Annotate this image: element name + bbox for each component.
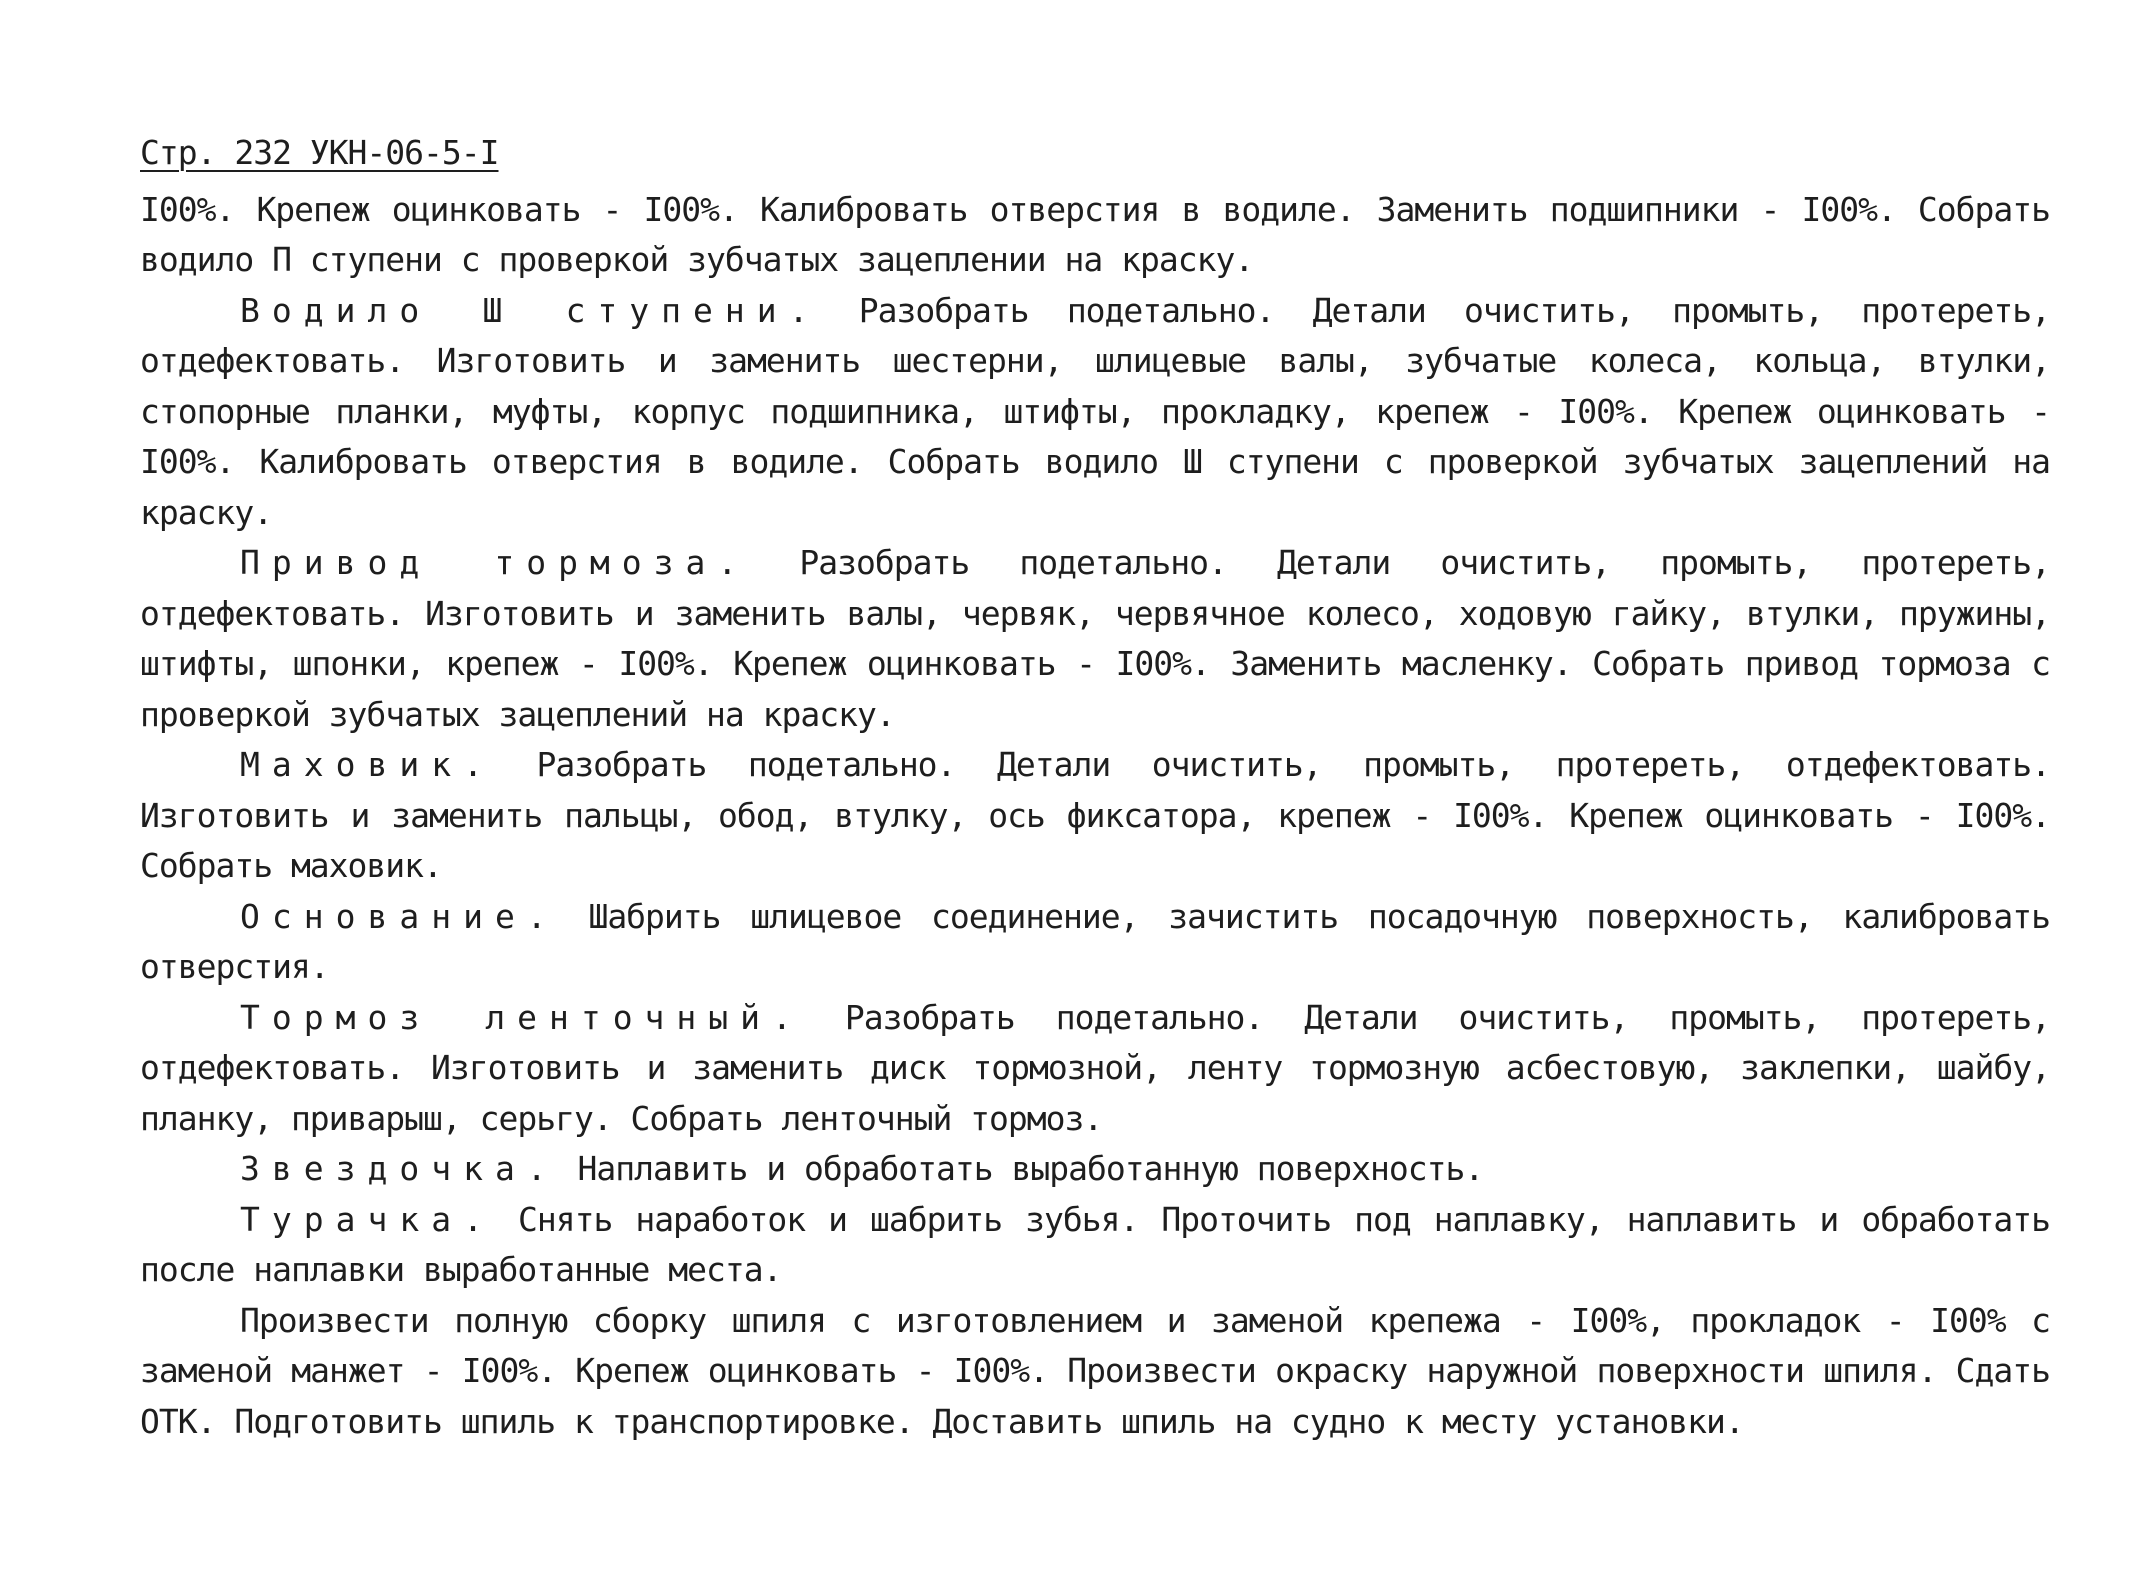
paragraph-zvezdochka [140, 1144, 2050, 1195]
paragraph-text: Разобрать подетально. Детали очистить, промыть, протереть, отдефектовать. Изготовить и заменить валы, червяк, червячное колесо, ходовую гайку, втулки, пружины, штифты, шпонки, крепеж - I00%. Крепеж оцинковать - I00%. Заменить масленку. Собрать привод тормоза с проверкой зубчатых зацеплений на краску. [140, 543, 2051, 734]
section-heading: Тормоз ленточный. [240, 997, 804, 1037]
section-heading: Основание. [240, 896, 559, 936]
paragraph-privod [140, 538, 2050, 740]
paragraph-text: Разобрать подетально. Детали очистить, промыть, протереть, отдефектовать. Изготовить и заменить диск тормозной, ленту тормозную асбестовую, заклепки, шайбу, планку, приварыш, серьгу. Собрать ленточный тормоз. [140, 997, 2050, 1138]
paragraph-final [140, 1296, 2050, 1448]
section-heading: Маховик. [240, 745, 495, 784]
section-heading: Турачка. [240, 1199, 495, 1239]
section-heading: Звездочка. [240, 1149, 559, 1188]
page-header: Стр. 232 УКН-06-5-I [140, 133, 499, 172]
paragraph-text: Произвести полную сборку шпиля с изготовлением и заменой крепежа - I00%, прокладок - I00% с заменой манжет - I00%. Крепеж оцинковать - I00%. Произвести окраску наружной поверхности шпиля. Сдать ОТК. Подготовить шпиль к транспортировке. Доставить шпиль на судно к месту установки. [140, 1300, 2050, 1441]
paragraph-text: I00%. Крепеж оцинковать - I00%. Калибровать отверстия в водиле. Заменить подшипники - I00%. Собрать водило П ступени с проверкой зубчатых зацеплении на краску. [140, 189, 2050, 279]
paragraph-turachka [140, 1195, 2050, 1296]
paragraph-osnovanie [140, 892, 2050, 993]
paragraph-text: Разобрать подетально. Детали очистить, промыть, протереть, отдефектовать. Изготовить и заменить шестерни, шлицевые валы, зубчатые колеса, кольца, втулки, стопорные планки, муфты, корпус подшипника, штифты, прокладку, крепеж - I00%. Крепеж оцинковать - I00%. Калибровать отверстия в водиле. Собрать водило Ш ступени с проверкой зубчатых зацеплений на краску. [140, 290, 2050, 532]
section-heading: Водило Ш ступени. [240, 290, 821, 330]
document-page [140, 128, 2050, 1447]
paragraph-text: Наплавить и обработать выработанную поверхность. [558, 1149, 1484, 1188]
paragraph-makhovik [140, 740, 2050, 892]
paragraph-text: Разобрать подетально. Детали очистить, промыть, протереть, отдефектовать. Изготовить и заменить пальцы, обод, втулку, ось фиксатора, крепеж - I00%. Крепеж оцинковать - I00%. Собрать маховик. [140, 745, 2050, 885]
paragraph-tormoz [140, 993, 2050, 1145]
paragraph-text: Снять наработок и шабрить зубья. Проточить под наплавку, наплавить и обработать после наплавки выработанные места. [140, 1199, 2050, 1289]
paragraph-text: Шабрить шлицевое соединение, зачистить посадочную поверхность, калибровать отверстия. [140, 896, 2050, 986]
section-heading: Привод тормоза. [240, 543, 750, 582]
paragraph-intro [140, 185, 2050, 286]
paragraph-vodilo [140, 286, 2050, 539]
